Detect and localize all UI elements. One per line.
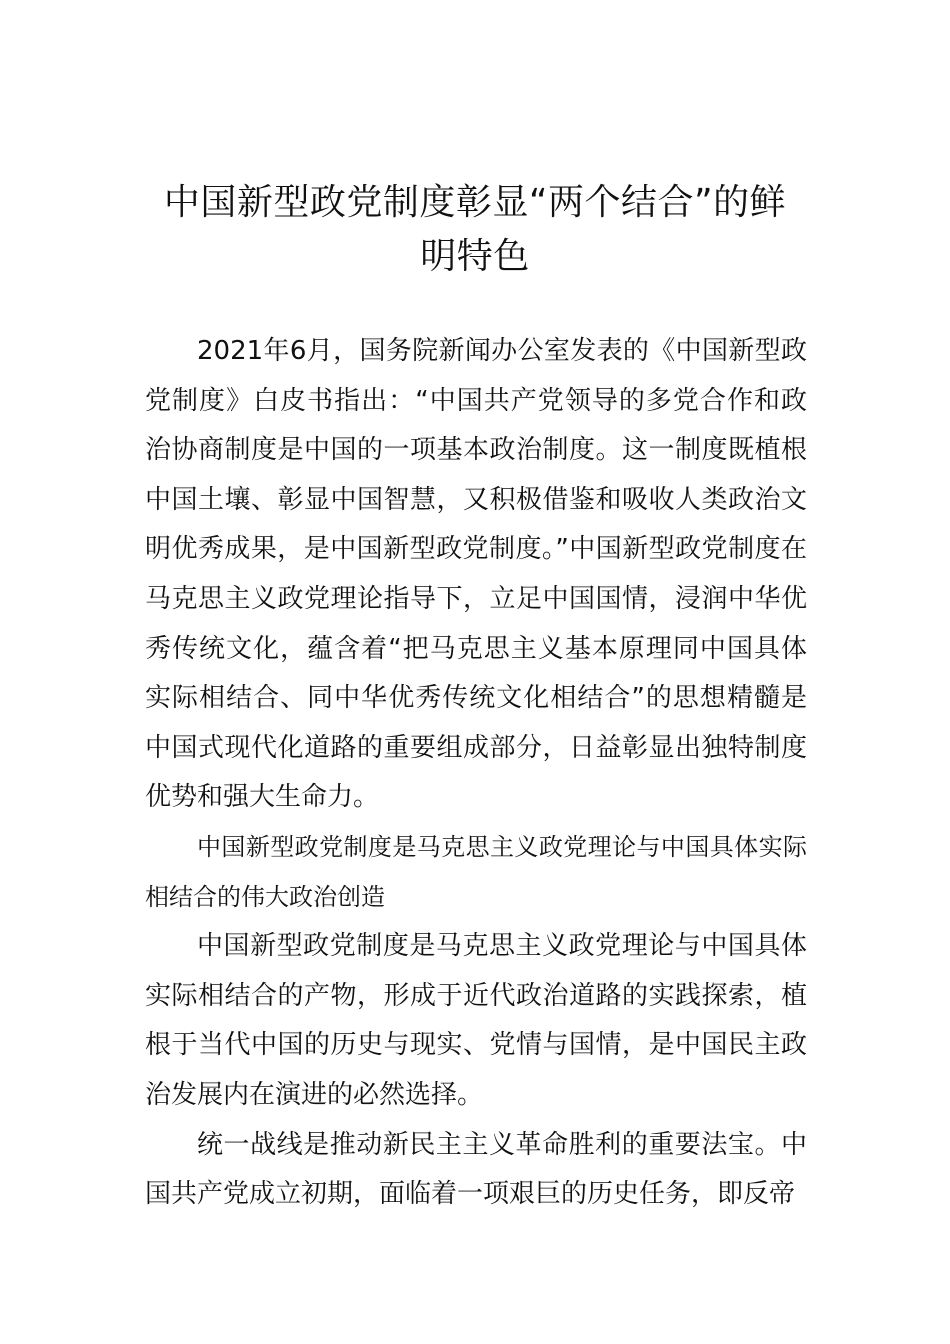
section-heading: 中国新型政党制度是马克思主义政党理论与中国具体实际相结合的伟大政治创造 [145,832,807,911]
document-title: 中国新型政党制度彰显“两个结合”的鲜明特色 [163,182,787,277]
paragraph-intro: 2021年6月，国务院新闻办公室发表的《中国新型政党制度》白皮书指出：“中国共产党领导的多党合作和政治协商制度是中国的一项基本政治制度。这一制度既植根中国土壤、彰显中国智慧，又积极借鉴和吸收人类政治文明优秀成果，是中国新型政党制度。”中国新型政党制度在马克思主义政党理论指导下，立足中国国情，浸润中华优秀传统文化，蕴含着“把马克思主义基本原理同中国具体实际相结合、同中华优秀传统文化相结合”的思想精髓是中国式现代化道路的重要组成部分，日益彰显出独特制度优势和强大生命力。 [145,336,807,813]
paragraph-section-1: 中国新型政党制度是马克思主义政党理论与中国具体实际相结合的产物，形成于近代政治道路的实践探索，植根于当代中国的历史与现实、党情与国情，是中国民主政治发展内在演进的必然选择。 [145,931,807,1110]
paragraph-united-front: 统一战线是推动新民主主义革命胜利的重要法宝。中国共产党成立初期，面临着一项艰巨的历史任务，即反帝 [145,1129,807,1210]
document-body [145,327,807,1220]
